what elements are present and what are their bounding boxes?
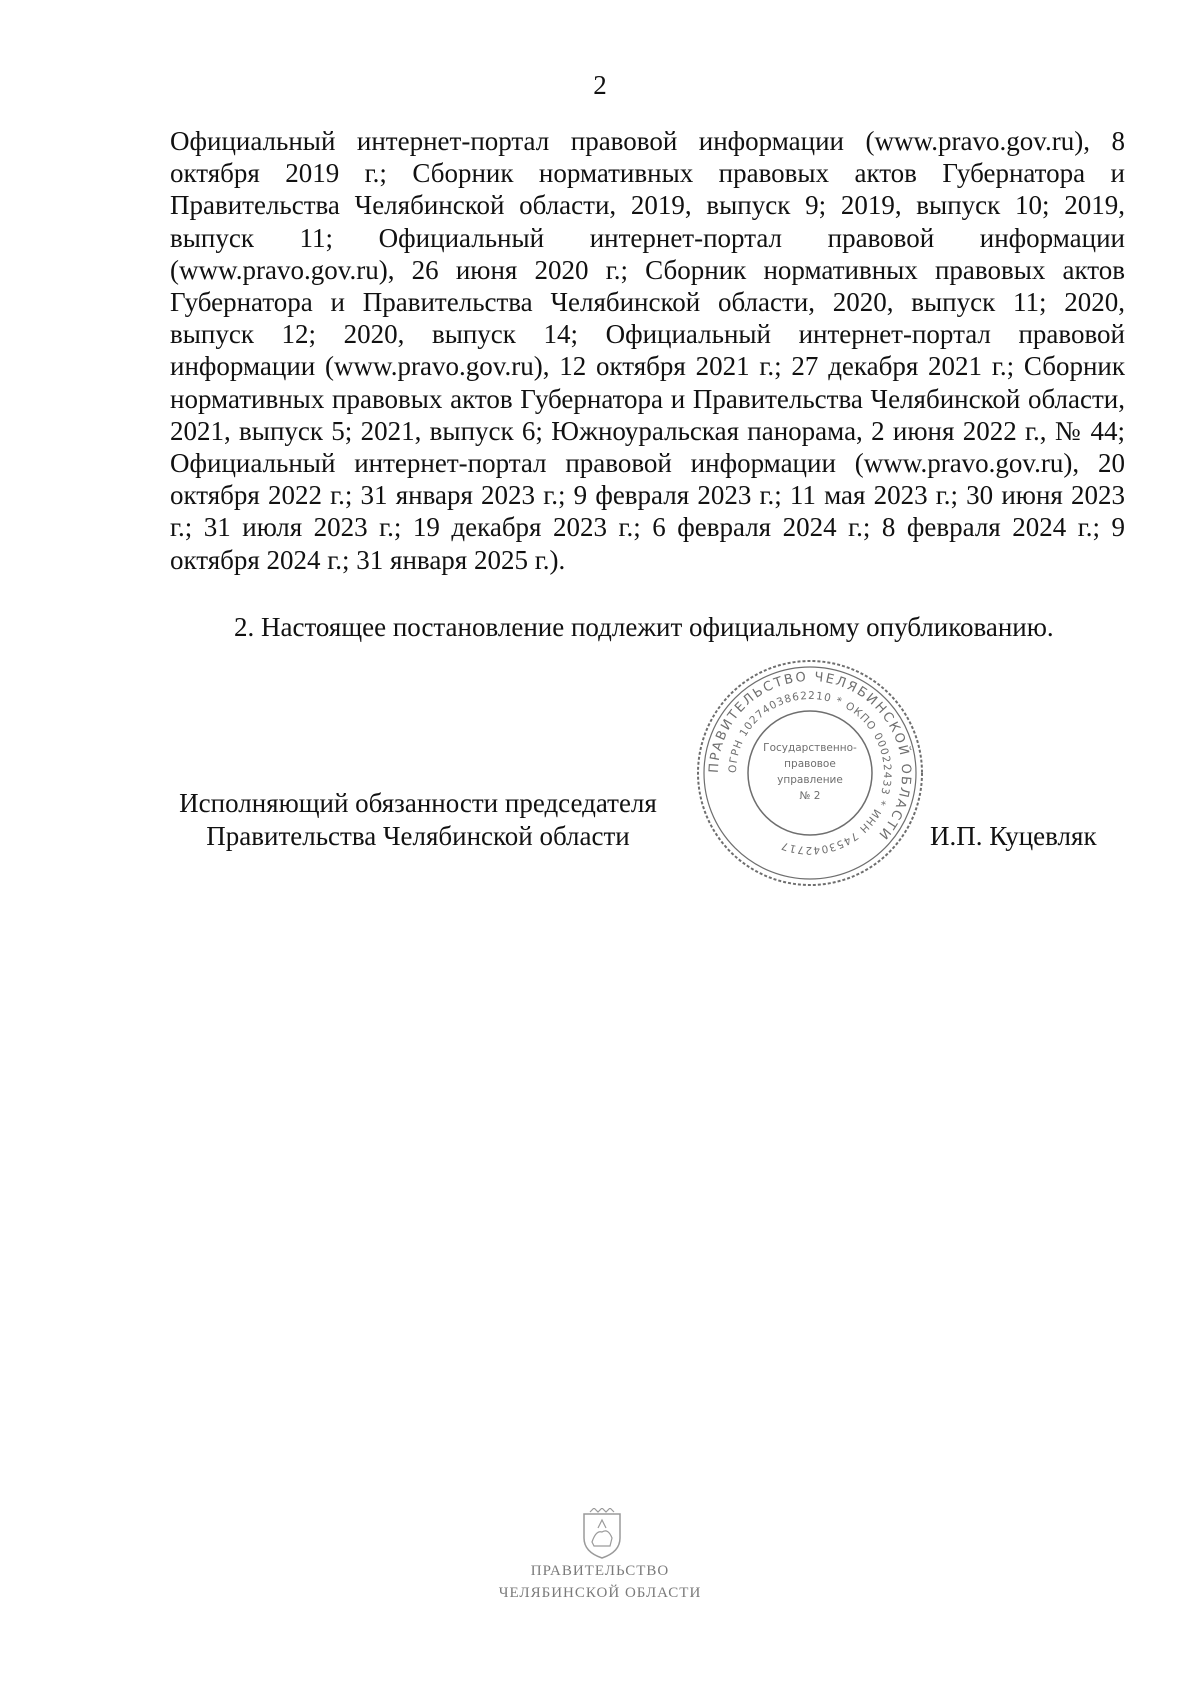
seal-outer-textpath: ПРАВИТЕЛЬСТВО ЧЕЛЯБИНСКОЙ ОБЛАСТИ bbox=[706, 669, 914, 844]
publication-clause: 2. Настоящее постановление подлежит официальному опубликованию. bbox=[234, 612, 1054, 642]
coat-of-arms-icon bbox=[580, 1508, 624, 1560]
signatory-name: И.П. Куцевляк bbox=[930, 821, 1097, 851]
official-seal-stamp bbox=[694, 657, 926, 889]
seal-center-line-1: Государственно- bbox=[763, 742, 857, 754]
publication-sources-text: Официальный интернет-портал правовой информации (www.pravo.gov.ru), 8 октября 2019 г.; Сборник нормативных правовых актов Губернатора и Правительства Челябинской области, 2019, выпуск 9; 2019, выпуск 10; 2019, выпуск 11; Официальный интернет-портал правовой информации (www.pravo.gov.ru), 26 июня 2020 г.; Сборник нормативных правовых актов Губернатора и Правительства Челябинской области, 2020, выпуск 11; 2020, выпуск 12; 2020, выпуск 14; Официальный интернет-портал правовой информации (www.pravo.gov.ru), 12 октября 2021 г.; 27 декабря 2021 г.; Сборник нормативных правовых актов Губернатора и Правительства Челябинской области, 2021, выпуск 5; 2021, выпуск 6; Южноуральская панорама, 2 июня 2022 г., № 44; Официальный интернет-портал правовой информации (www.pravo.gov.ru), 20 октября 2022 г.; 31 января 2023 г.; 9 февраля 2023 г.; 11 мая 2023 г.; 30 июня 2023 г.; 31 июля 2023 г.; 19 декабря 2023 г.; 6 февраля 2024 г.; 8 февраля 2024 г.; 9 октября 2024 г.; 31 января 2025 г.). bbox=[170, 126, 1125, 575]
signatory-title bbox=[158, 787, 678, 853]
seal-center-line-3: управление bbox=[777, 774, 843, 786]
page-number: 2 bbox=[593, 70, 607, 100]
footer-organization bbox=[0, 1560, 1200, 1604]
signatory-title-line2: Правительства Челябинской области bbox=[206, 821, 630, 851]
seal-inner-textpath: ОГРН 1027403862210 * ОКПО 00022433 * ИНН 7453042717 bbox=[726, 689, 894, 857]
signatory-title-line1: Исполняющий обязанности председателя bbox=[179, 788, 657, 818]
seal-center-line-4: № 2 bbox=[799, 790, 821, 802]
seal-center-line-2: правовое bbox=[784, 758, 836, 770]
seal-inner-text bbox=[727, 690, 893, 856]
footer-org-line2: ЧЕЛЯБИНСКОЙ ОБЛАСТИ bbox=[498, 1585, 702, 1601]
footer-org-line1: ПРАВИТЕЛЬСТВО bbox=[530, 1563, 670, 1579]
